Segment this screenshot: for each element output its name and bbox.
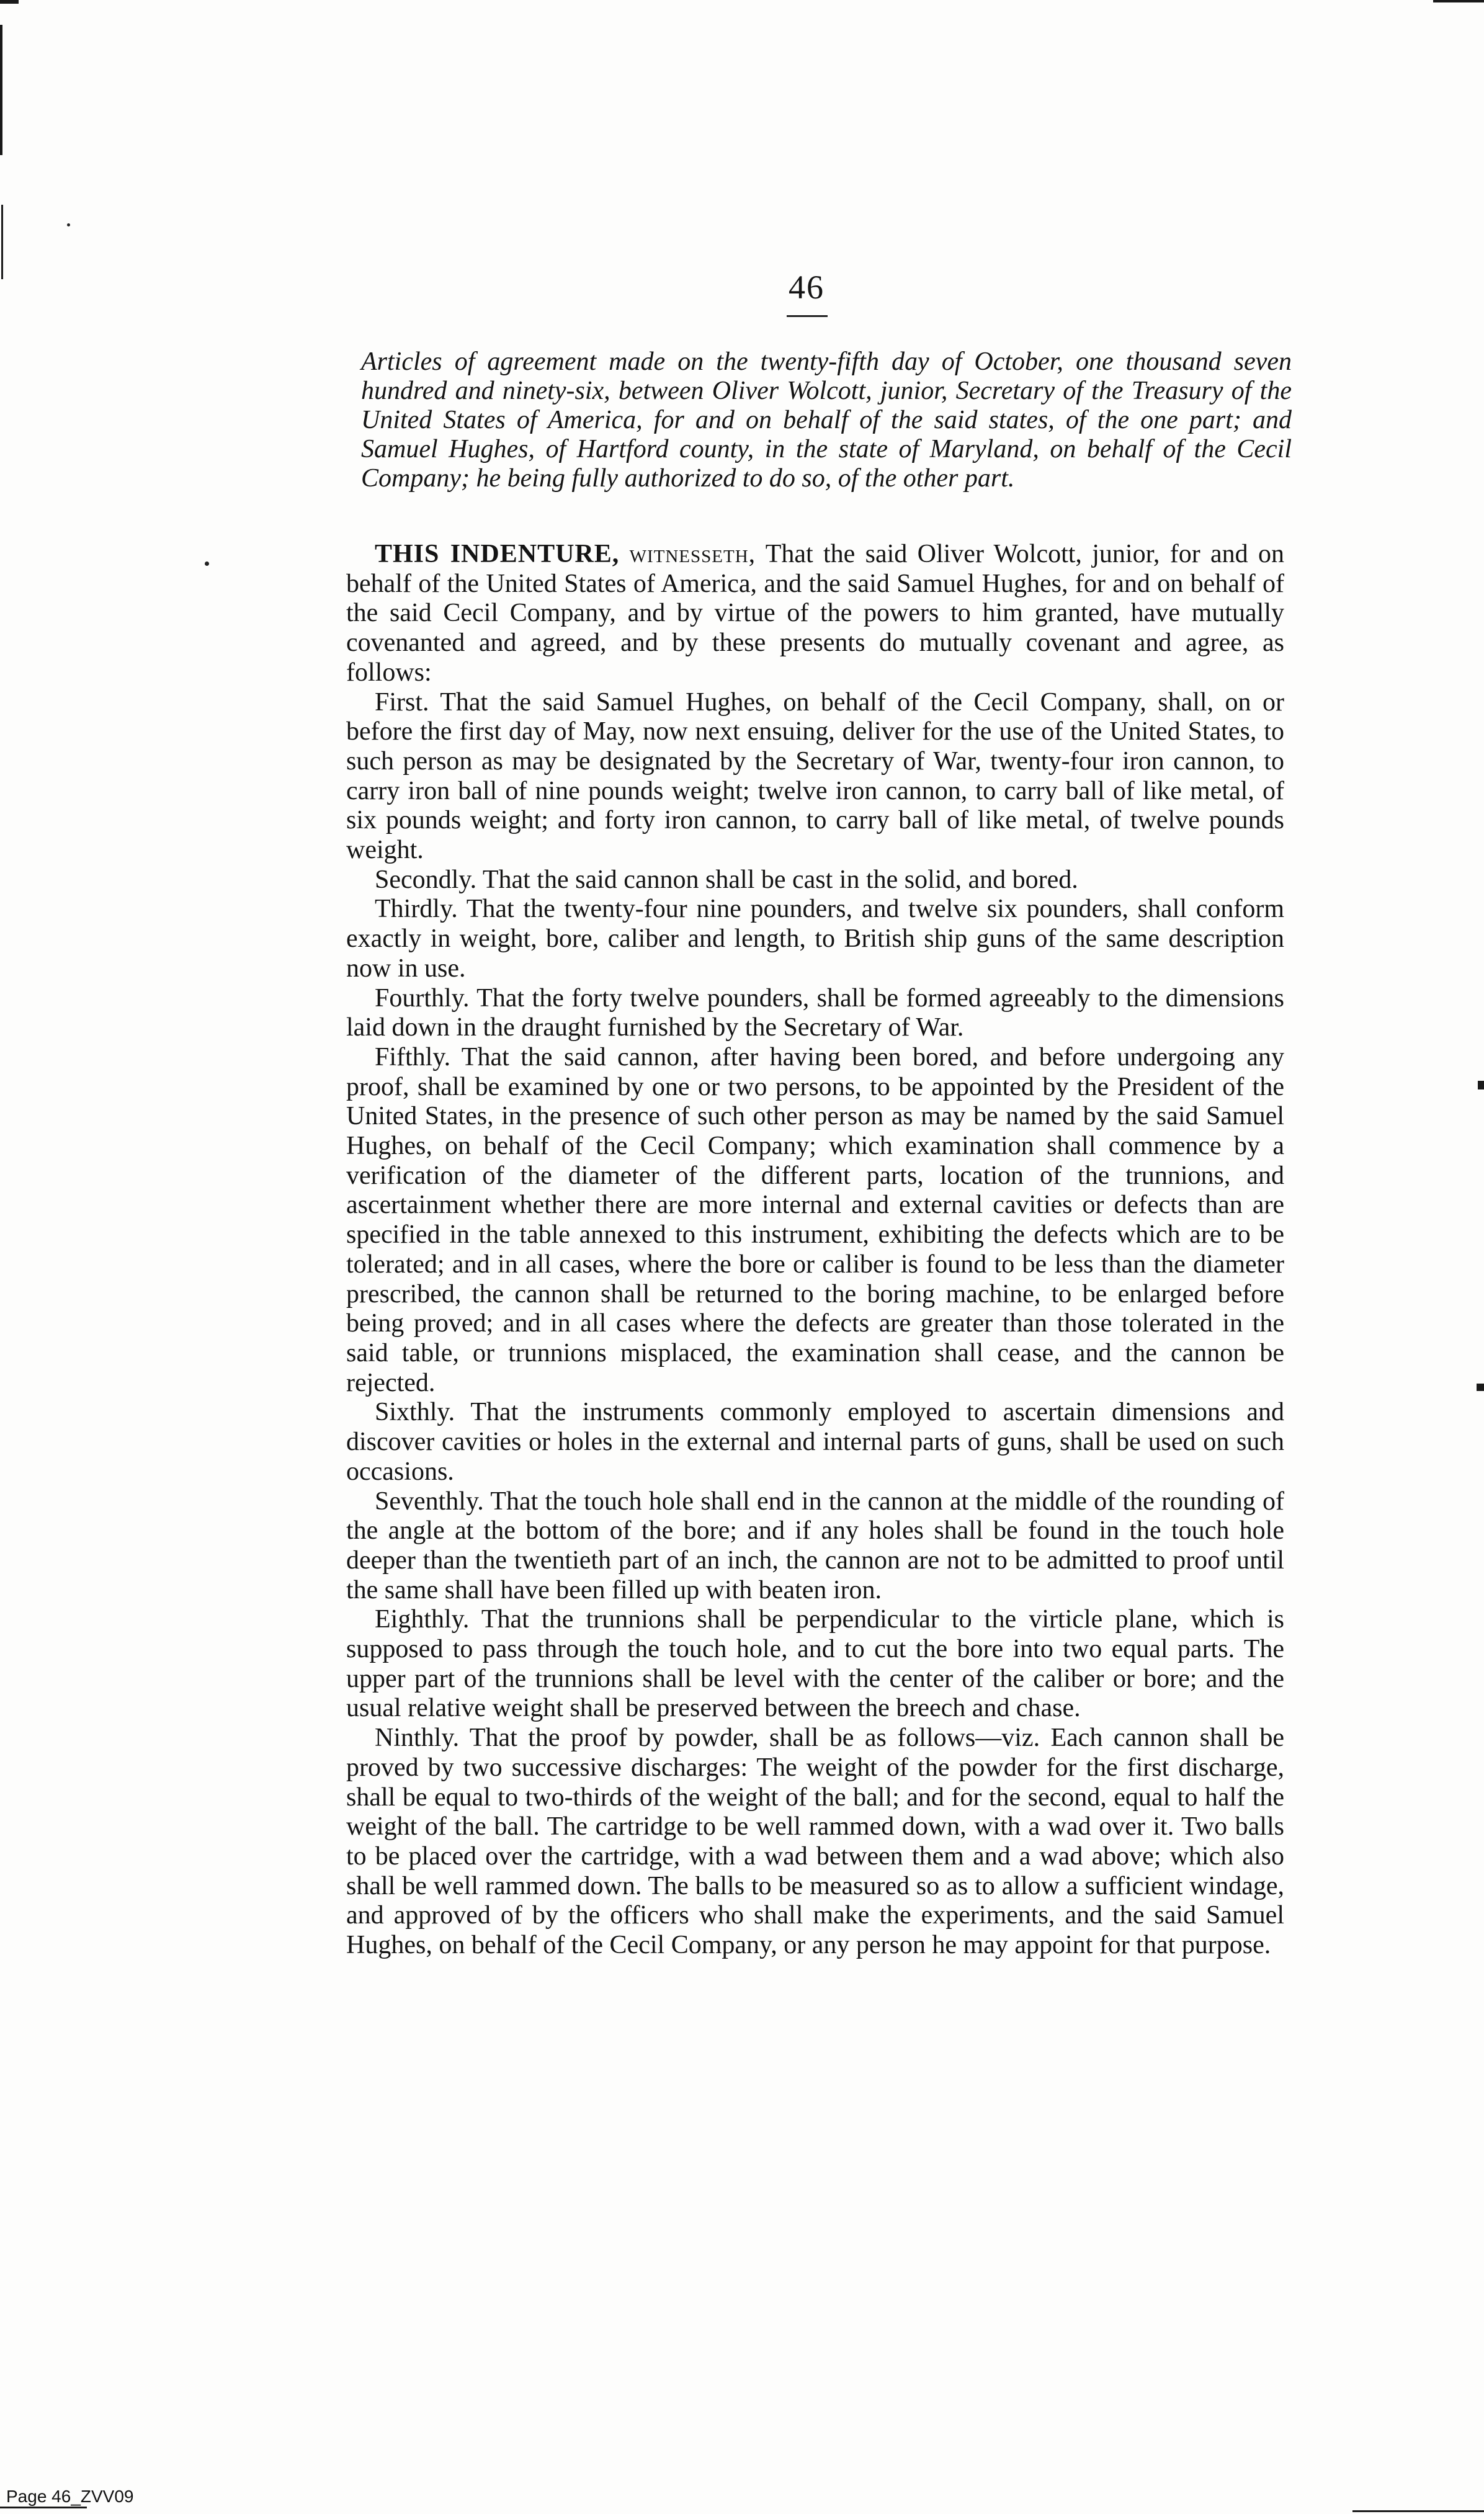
indenture-text: That the said Oliver Wolcott, junior, for and on behalf of the United States of America, and the said Samuel Hughes, for and on behalf of the said Cecil Company, and by virtue of the powers to him granted, have mutually covenanted and agreed, and by these presents do mutually covenant and agree, as follows:: [346, 540, 1285, 687]
scan-footer-label: Page 46_ZVV09: [6, 2487, 134, 2506]
article-fifth: Fifthly. That the said cannon, after having been bored, and before undergoing any proof, shall be examined by one or two persons, to be appointed by the President of the United States, in the presence of such other person as may be named by the said Samuel Hughes, on behalf of the Cecil Company; which examination shall commence by a verification of the diameter of the different parts, location of the trunnions, and ascertainment whether there are more internal and external cavities or defects than are specified in the table annexed to this instrument, exhibiting the defects which are to be tolerated; and in all cases, where the bore or caliber is found to be less than the diameter prescribed, the cannon shall be returned to the boring machine, to be enlarged before being proved; and in all cases where the defects are greater than those tolerated in the said table, or trunnions misplaced, the examination shall cease, and the cannon be rejected.: [346, 1042, 1284, 1397]
scan-edge-mark-bottom-right: [1352, 2510, 1484, 2512]
scan-speck: [67, 223, 70, 226]
agreement-body: [346, 540, 1284, 1961]
agreement-heading: Articles of agreement made on the twenty-fifth day of October, one thousand seven hundred and ninety-six, between Oliver Wolcott, junior, Secretary of the Treasury of the United States of America, for and on behalf of the said states, of the one part; and Samuel Hughes, of Hartford county, in the state of Maryland, on behalf of the Cecil Company; he being fully authorized to do so, of the other part.: [361, 347, 1292, 493]
scan-edge-mark-top-left: [0, 0, 19, 4]
scan-edge-mark-left: [0, 25, 2, 155]
indenture-witnesseth: witnesseth,: [629, 540, 756, 568]
article-ninth: Ninthly. That the proof by powder, shall be as follows—viz. Each cannon shall be proved by two successive discharges: The weight of the powder for the first discharge, shall be equal to two-thirds of the weight of the ball; and for the second, equal to half the weight of the ball. The cartridge to be well rammed down, with a wad over it. Two balls to be placed over the cartridge, with a wad between them and a wad above; which also shall be well rammed down. The balls to be measured so as to allow a sufficient windage, and approved of by the officers who shall make the experiments, and the said Samuel Hughes, on behalf of the Cecil Company, or any person he may appoint for that purpose.: [346, 1724, 1284, 1960]
indenture-paragraph: [346, 540, 1284, 688]
page-number: 46: [789, 269, 825, 306]
article-third: Thirdly. That the twenty-four nine pounders, and twelve six pounders, shall conform exactly in weight, bore, caliber and length, to British ship guns of the same description now in use.: [346, 895, 1284, 983]
scan-speck: [205, 561, 209, 566]
page-number-rule: [787, 315, 828, 317]
article-fourth: Fourthly. That the forty twelve pounders, shall be formed agreeably to the dimensions laid down in the draught furnished by the Secretary of War.: [346, 983, 1284, 1042]
article-first: First. That the said Samuel Hughes, on behalf of the Cecil Company, shall, on or before the first day of May, now next ensuing, deliver for the use of the United States, to such person as may be designated by the Secretary of War, twenty-four iron cannon, to carry iron ball of nine pounds weight; twelve iron cannon, to carry ball of like metal, of six pounds weight; and forty iron cannon, to carry ball of like metal, of twelve pounds weight.: [346, 687, 1284, 865]
article-sixth: Sixthly. That the instruments commonly employed to ascertain dimensions and discover cavities or holes in the external and internal parts of guns, shall be used on such occasions.: [346, 1398, 1284, 1486]
scan-edge-mark-left-lower: [1, 205, 3, 279]
article-eighth: Eighthly. That the trunnions shall be perpendicular to the virticle plane, which is supposed to pass through the touch hole, and to cut the bore into two equal parts. The upper part of the trunnions shall be level with the center of the caliber or bore; and the usual relative weight shall be preserved between the breech and chase.: [346, 1605, 1284, 1723]
article-seventh: Seventhly. That the touch hole shall end in the cannon at the middle of the rounding of the angle at the bottom of the bore; and if any holes shall be found in the touch hole deeper than the twentieth part of an inch, the cannon are not to be admitted to proof until the same shall have been filled up with beaten iron.: [346, 1487, 1284, 1604]
scan-edge-mark-right: [1477, 1384, 1484, 1391]
scan-edge-mark-top-right: [1433, 0, 1484, 2]
article-second: Secondly. That the said cannon shall be cast in the solid, and bored.: [375, 865, 1078, 894]
scan-edge-mark-right-2: [1478, 1081, 1484, 1089]
scan-edge-mark-bottom-left: [0, 2507, 87, 2508]
indenture-lead: THIS INDENTURE,: [375, 540, 620, 568]
